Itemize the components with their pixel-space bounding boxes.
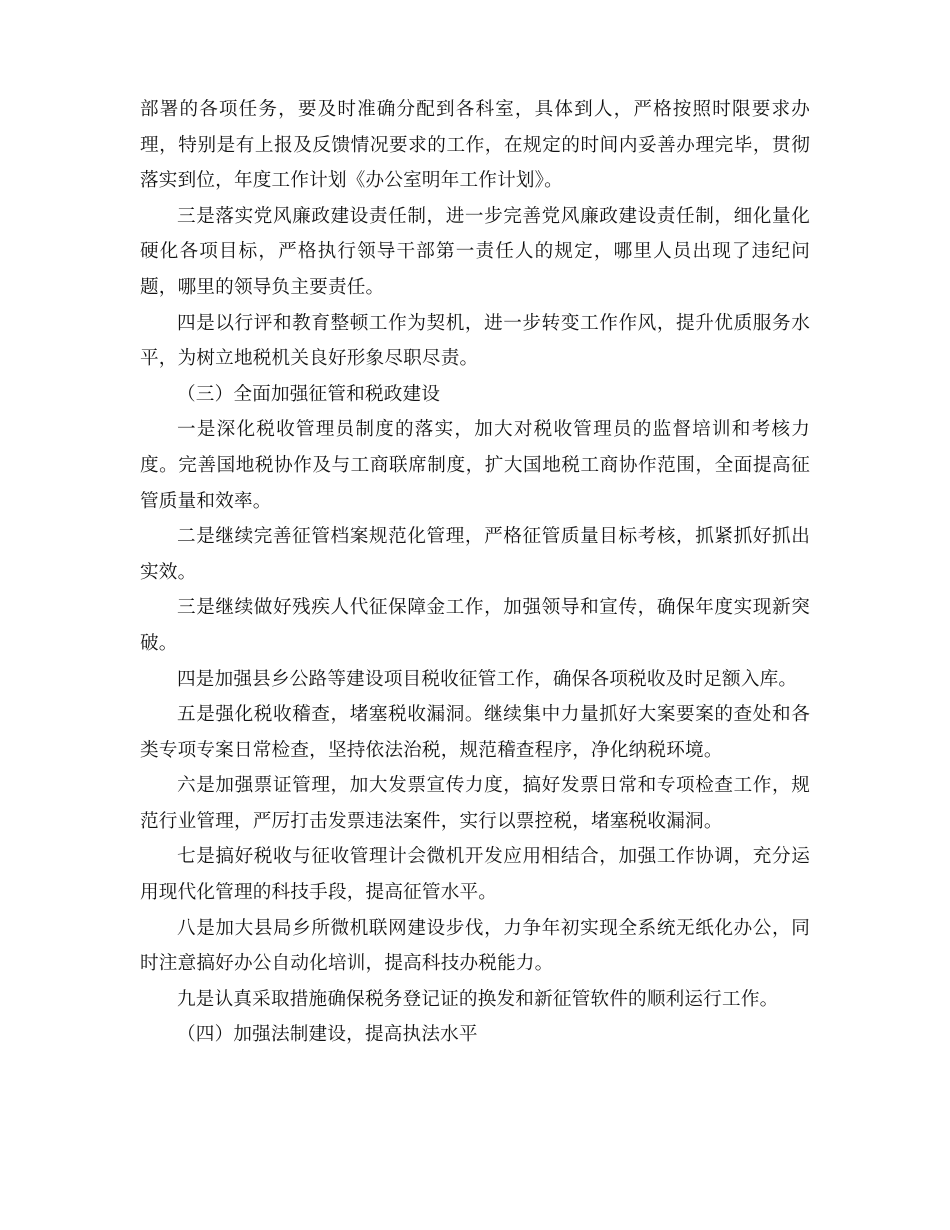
document-body [140, 92, 810, 1053]
paragraph-continued: 部署的各项任务，要及时准确分配到各科室，具体到人，严格按照时限要求办理，特别是有上报及反馈情况要求的工作，在规定的时间内妥善办理完毕，贯彻落实到位，年度工作计划《办公室明年工作计划》。 [140, 99, 810, 192]
section-heading-3: （三）全面加强征管和税政建设 [177, 383, 441, 405]
paragraph-item-4-road-projects: 四是加强县乡公路等建设项目税收征管工作，确保各项税收及时足额入库。 [177, 668, 798, 690]
paragraph-item-5-inspection: 五是强化税收稽查，堵塞税收漏洞。继续集中力量抓好大案要案的查处和各类专项专案日常检查，坚持依法治税，规范稽查程序，净化纳税环境。 [140, 704, 810, 761]
paragraph-item-3-party-conduct: 三是落实党风廉政建设责任制，进一步完善党风廉政建设责任制，细化量化硬化各项目标，严格执行领导干部第一责任人的规定，哪里人员出现了违纪问题，哪里的领导负主要责任。 [140, 205, 810, 298]
section-heading-4: （四）加强法制建设，提高执法水平 [177, 1024, 478, 1046]
paragraph-item-6-invoices: 六是加强票证管理，加大发票宣传力度，搞好发票日常和专项检查工作，规范行业管理，严厉打击发票违法案件，实行以票控税，堵塞税收漏洞。 [140, 775, 810, 832]
paragraph-item-3-disability-fund: 三是继续做好残疾人代征保障金工作，加强领导和宣传，确保年度实现新突破。 [140, 597, 810, 654]
paragraph-item-7-computerization: 七是搞好税收与征收管理计会微机开发应用相结合，加强工作协调，充分运用现代化管理的科技手段，提高征管水平。 [140, 846, 810, 904]
paragraph-item-2-archives: 二是继续完善征管档案规范化管理，严格征管质量目标考核，抓紧抓好抓出实效。 [140, 526, 810, 583]
paragraph-item-1-tax-manager: 一是深化税收管理员制度的落实，加大对税收管理员的监督培训和考核力度。完善国地税协作及与工商联席制度，扩大国地税工商协作范围，全面提高征管质量和效率。 [140, 419, 810, 512]
paragraph-item-9-registration: 九是认真采取措施确保税务登记证的换发和新征管软件的顺利运行工作。 [177, 988, 779, 1010]
paragraph-item-4-work-style: 四是以行评和教育整顿工作为契机，进一步转变工作作风，提升优质服务水平，为树立地税机关良好形象尽职尽责。 [140, 312, 810, 370]
paragraph-item-8-networking: 八是加大县局乡所微机联网建设步伐，力争年初实现全系统无纸化办公，同时注意搞好办公自动化培训，提高科技办税能力。 [140, 917, 810, 975]
